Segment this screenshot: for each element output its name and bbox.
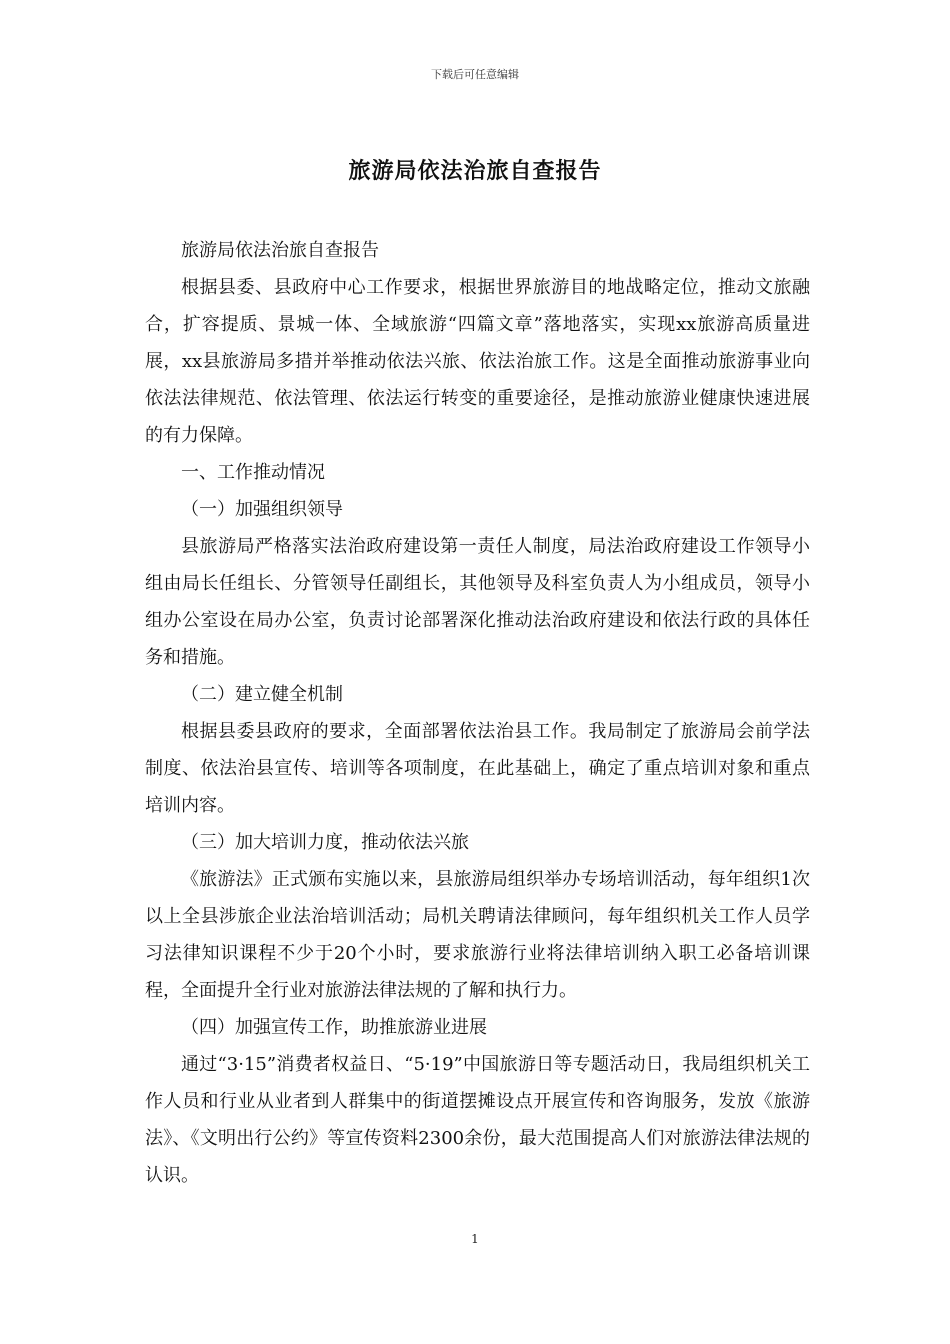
document-title: 旅游局依法治旅自查报告 bbox=[348, 158, 602, 184]
paragraph-intro: 根据县委、县政府中心工作要求，根据世界旅游目的地战略定位，推动文旅融合，扩容提质、景城一体、全域旅游“四篇文章”落地落实，实现xx旅游高质量进展，xx县旅游局多措并举推动依法兴旅、依法治旅工作。这是全面推动旅游事业向依法法律规范、依法管理、依法运行转变的重要途径，是推动旅游业健康快速进展的有力保障。 bbox=[145, 277, 810, 446]
subsection-heading: （二）建立健全机制 bbox=[181, 684, 343, 705]
page-header: 下载后可任意编辑 bbox=[431, 68, 519, 81]
paragraph-subtitle: 旅游局依法治旅自查报告 bbox=[181, 240, 379, 261]
subsection-heading: （一）加强组织领导 bbox=[181, 499, 343, 520]
section-heading: 一、工作推动情况 bbox=[181, 462, 325, 483]
page-number: 1 bbox=[471, 1232, 479, 1246]
paragraph: 县旅游局严格落实法治政府建设第一责任人制度，局法治政府建设工作领导小组由局长任组长、分管领导任副组长，其他领导及科室负责人为小组成员，领导小组办公室设在局办公室，负责讨论部署深化推动法治政府建设和依法行政的具体任务和措施。 bbox=[145, 536, 810, 668]
subsection-heading: （四）加强宣传工作，助推旅游业进展 bbox=[181, 1017, 487, 1038]
paragraph: 通过“3·15”消费者权益日、“5·19”中国旅游日等专题活动日，我局组织机关工作人员和行业从业者到人群集中的街道摆摊设点开展宣传和咨询服务，发放《旅游法》、《文明出行公约》等宣传资料2300余份，最大范围提高人们对旅游法律法规的认识。 bbox=[145, 1054, 810, 1186]
paragraph: 《旅游法》正式颁布实施以来，县旅游局组织举办专场培训活动，每年组织1次以上全县涉旅企业法治培训活动；局机关聘请法律顾问，每年组织机关工作人员学习法律知识课程不少于20个小时，要求旅游行业将法律培训纳入职工必备培训课程，全面提升全行业对旅游法律法规的了解和执行力。 bbox=[145, 869, 810, 1001]
document-body bbox=[145, 232, 810, 1194]
paragraph: 根据县委县政府的要求，全面部署依法治县工作。我局制定了旅游局会前学法制度、依法治县宣传、培训等各项制度，在此基础上，确定了重点培训对象和重点培训内容。 bbox=[145, 721, 810, 816]
subsection-heading: （三）加大培训力度，推动依法兴旅 bbox=[181, 832, 469, 853]
